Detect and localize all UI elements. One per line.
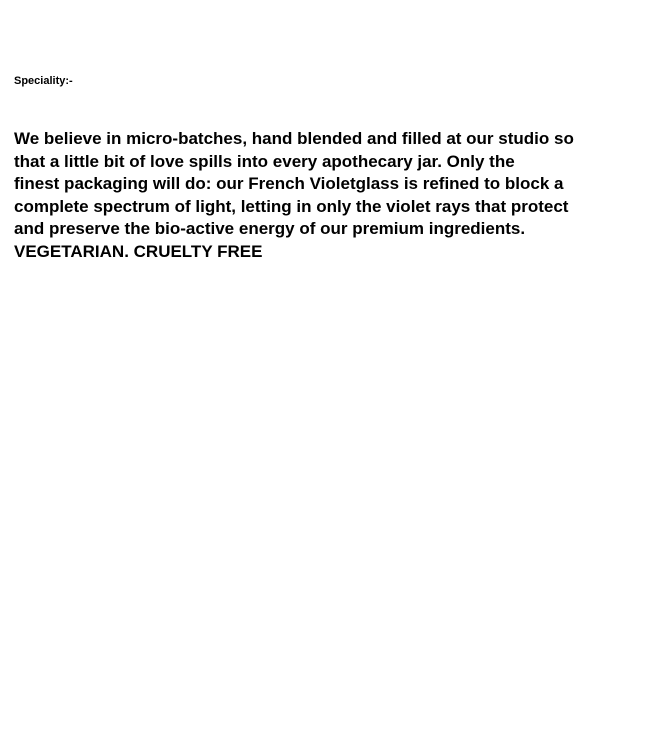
description-line: We believe in micro-batches, hand blended and filled at our studio so (14, 129, 574, 148)
description-line: that a little bit of love spills into every apothecary jar. Only the (14, 151, 515, 171)
speciality-description (14, 128, 639, 263)
description-line: VEGETARIAN. CRUELTY FREE (14, 241, 263, 261)
speciality-section (14, 74, 644, 263)
description-line: finest packaging will do: our French Violetglass is refined to block a (14, 174, 564, 193)
speciality-label: Speciality:- (14, 75, 73, 87)
description-line: and preserve the bio-active energy of our premium ingredients. (14, 219, 526, 238)
description-line: complete spectrum of light, letting in only the violet rays that protect (14, 196, 569, 216)
